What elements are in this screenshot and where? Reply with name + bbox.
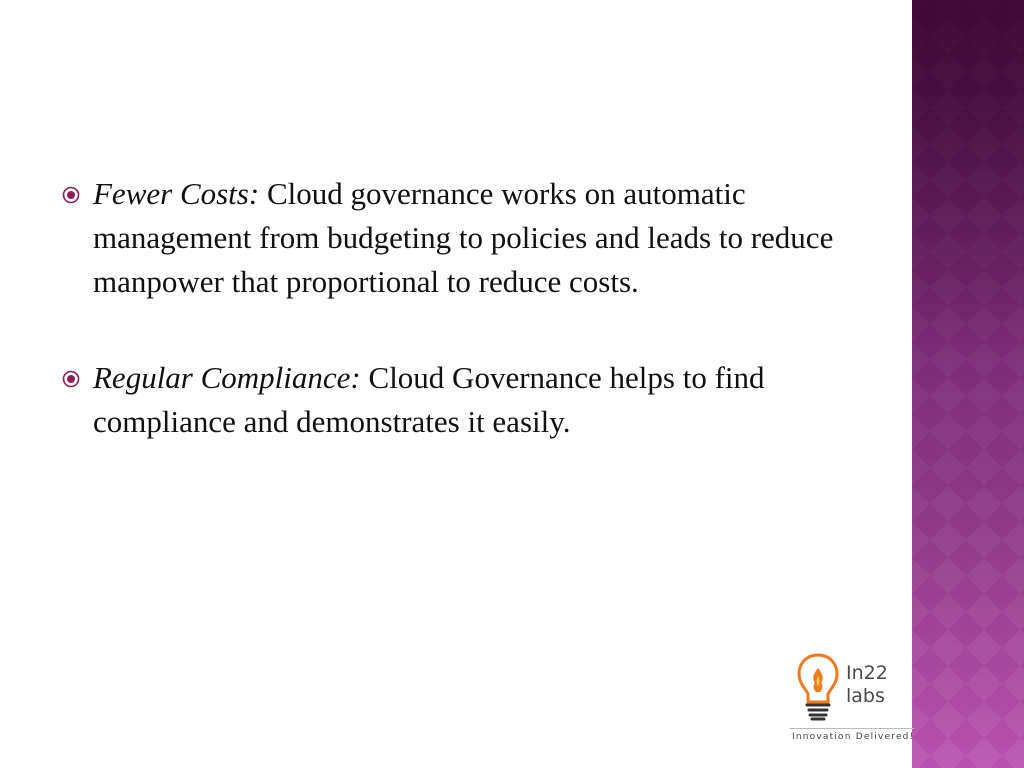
bullet-item-fewer-costs — [62, 172, 852, 304]
logo-divider — [790, 728, 914, 729]
bullet-term: Regular Compliance: — [93, 360, 361, 395]
bullet-list — [62, 172, 852, 496]
logo-name-line1: In22 — [846, 662, 888, 684]
bullet-term: Fewer Costs: — [93, 176, 260, 211]
circled-dot-bullet-icon — [62, 370, 80, 388]
logo-wordmark — [846, 662, 888, 708]
lightbulb-icon — [796, 652, 840, 724]
logo-tagline: Innovation Delivered! — [792, 732, 915, 742]
bullet-item-regular-compliance — [62, 356, 852, 444]
in22labs-logo — [790, 652, 920, 752]
circled-dot-bullet-icon — [62, 186, 80, 204]
bullet-text: Cloud Governance helps to find compliance and demonstrates it easily. — [93, 360, 765, 439]
bullet-text: Cloud governance works on automatic management from budgeting to policies and leads to reduce manpower that proportional to reduce costs. — [93, 176, 834, 299]
logo-name-line2: labs — [846, 685, 885, 707]
decorative-side-panel — [912, 0, 1024, 768]
